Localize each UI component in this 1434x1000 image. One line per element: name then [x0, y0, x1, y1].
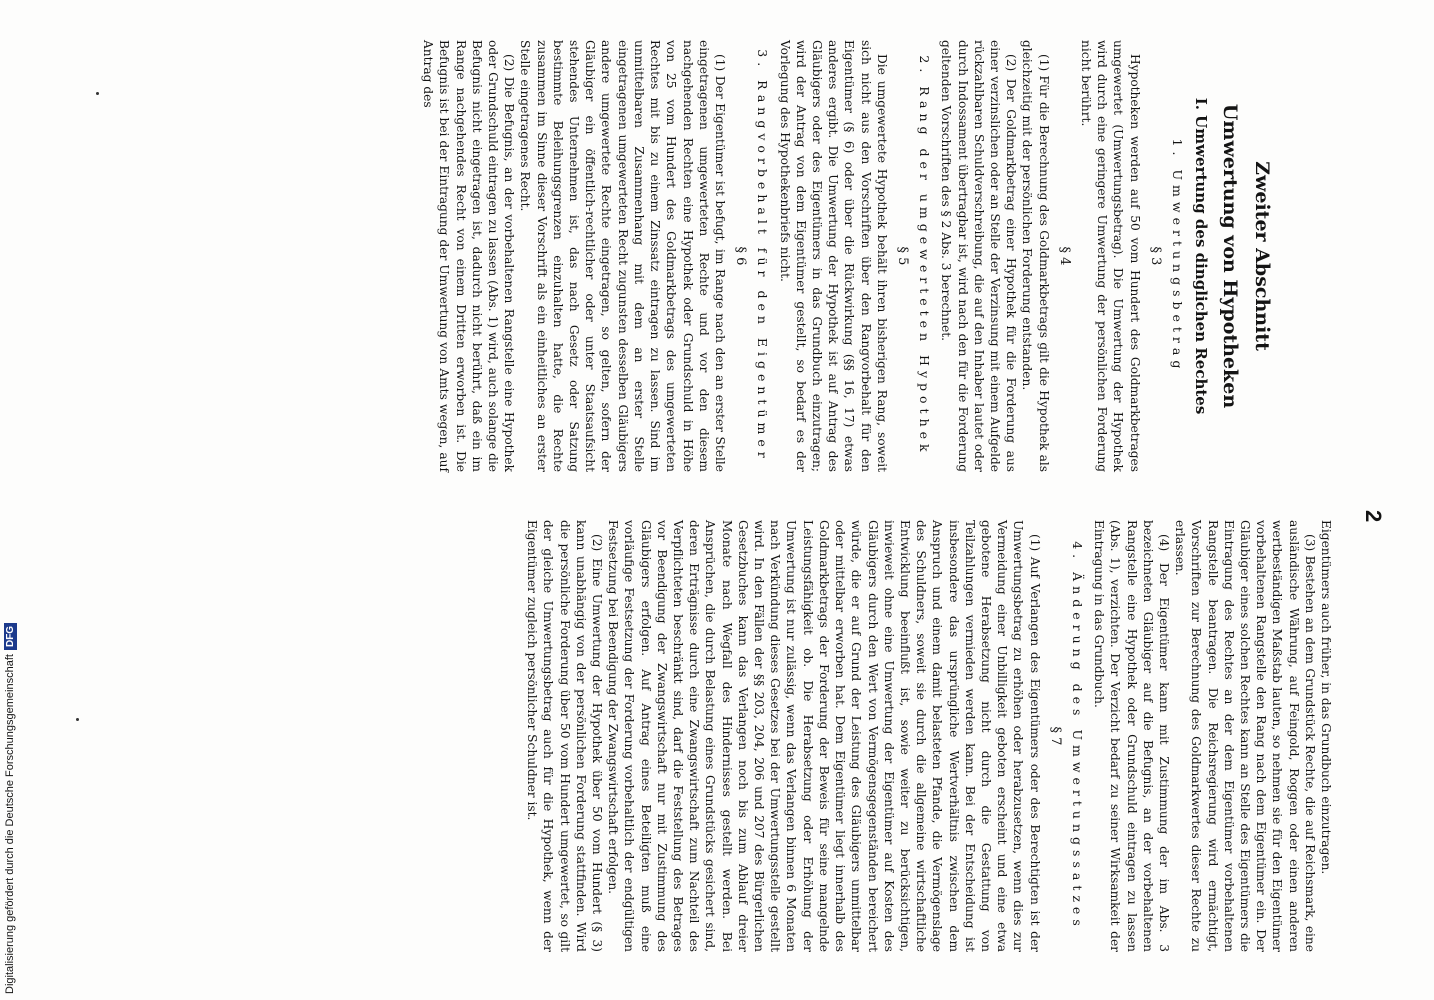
paragraph-6-clause-3: (3) Bestehen an dem Grundstück Rechte, die auf Reichsmark, eine ausländische Währung, auf Feingold, Roggen oder einen anderen wertbeständigen Maßstab lauten, so nehmen sie für den Eigentümer vorbehaltenen Rangstelle den Rang nach dem Eigentümer ein. Der Gläubiger eines solchen Rechtes kann an Stelle des Eigentümers die Eintragung des Rechtes an der dem Eigentümer vorbehaltenen Rangstelle beantragen. Die Reichsregierung wird ermächtigt, Vorschriften zur Berechnung des Goldmarkwertes dieser Rechte zu erlassen.: [1173, 520, 1317, 952]
page-number: 2: [1361, 510, 1386, 523]
scan-speck: [96, 92, 99, 95]
footer-credit: Digitalisierung gefördert durch die Deutsche Forschungsgemeinschaft: [4, 654, 16, 994]
heading-rangvorbehalt: 3. Rangvorbehalt für den Eigentümer: [755, 49, 771, 463]
paragraph-7-clause-1: (1) Auf Verlangen des Eigentümers oder des Berechtigten ist der Umwertungsbetrag zu erhöhen oder herabzusetzen, wenn dies zur Vermeidung einer Unbilligkeit geboten erscheint und eine etwa gebotene Herabsetzung nicht durch die Gestattung von Teilzahlungen vermieden werden kann. Bei der Entscheidung ist insbesondere das ursprüngliche Wertverhältnis zwischen dem Anspruch und einem damit belasteten Pfande, die Vermögenslage des Schuldners, soweit sie durch die allgemeine wirtschaftliche Entwicklung beeinflußt ist, sowie weiter zu berücksichtigen, inwieweit ohne eine Umwertung der Eigentümer auf Kosten des Gläubigers durch den Wert von Vermögensgegenständen bereichert würde, die er auf Grund der Leistung des Gläubigers unmittelbar oder mittelbar erworben hat. Dem Eigentümer liegt innerhalb des Goldmarkbetrags der Forderung der Beweis für seine mangelnde Leistungsfähigkeit ob. Die Herabsetzung oder Erhöhung der Umwertung ist nur zulässig, wenn das Verlangen binnen 6 Monaten nach Verkündung dieses Gesetzes bei der Umwertungsstelle gestellt wird. In den Fällen der §§ 203, 204, 206 und 207 des Bürgerlichen Gesetzbuches kann das Verlangen noch bis zum Ablauf dreier Monate nach Wegfall des Hindernisses gestellt werden. Bei Ansprüchen, die durch Belastung eines Grundstücks gesichert sind, deren Erträgnisse durch eine Zwangswirtschaft zum Nachteil des Verpflichteten beschränkt sind, darf die Feststellung des Betrages vor Beendigung der Zwangswirtschaft nur mit Zustimmung des Gläubigers erfolgen. Auf Antrag eines Beteiligten muß eine vorläufige Festsetzung der Forderung vorbehaltlich der endgültigen Festsetzung bei Beendigung der Zwangswirtschaft erfolgen.: [606, 520, 1042, 952]
paragraph-7-clause-2: (2) Eine Umwertung der Hypothek über 50 vom Hundert (§ 3) kann unabhängig von der persönlichen Forderung stattfinden. Wird die persönliche Forderung über 50 vom Hundert umgewertet, so gilt der gleiche Umwertungsbetrag auch für die Hypothek, wenn der Eigentümer zugleich persönlicher Schuldner ist.: [525, 520, 605, 952]
paragraph-6-clause-1: (1) Der Eigentümer ist befugt, im Range nach den an erster Stelle eingetragenen umgewerteten Rechte und vor den diesem nachgehenden Rechten eine Hypothek oder Grundschuld in Höhe von 25 vom Hundert des Goldmarkbetrags des umgewerteten Rechtes mit bis zu einem Zinssatz eintragen zu lassen. Sind im unmittelbaren Zusammenhang mit dem an erster Stelle eingetragenen umgewerteten Recht zugunsten desselben Gläubigers andere umgewertete Rechte eingetragen, so gelten, sofern der Gläubiger ein öffentlich-rechtlicher oder unter Staatsaufsicht stehendes Unternehmen ist, das nach Gesetz oder Satzung bestimmte Beleihungsgrenzen einzuhalten hatte, die Rechte zusammen im Sinne dieser Vorschrift als ein einheitliches an erster Stelle eingetragenes Recht.: [518, 40, 727, 472]
paragraph-mark-4: § 4: [1056, 246, 1072, 266]
right-column: [524, 520, 1334, 952]
paragraph-6-continuation: Eigentümers auch früher, in das Grundbuch einzutragen.: [1319, 520, 1333, 875]
paragraph-mark-7: § 7: [1047, 726, 1063, 746]
chapter-title: Umwertung von Hypotheken: [1219, 103, 1241, 409]
digitization-footer: [0, 0, 20, 994]
paragraph-4-clause-1: (1) Für die Berechnung des Goldmarkbetrags gilt die Hypothek als gleichzeitig mit der persönlichen Forderung entstanden.: [1020, 40, 1051, 472]
paragraph-6-clause-2: (2) Die Befugnis, an der vorbehaltenen Rangstelle eine Hypothek oder Grundschuld eintragen zu lassen (Abs. 1) wird, auch solange die Befugnis nicht eingetragen ist, dadurch nicht berührt, daß ein im Range nachgehendes Recht von einem Dritten erworben ist. Die Befugnis ist bei der Eintragung der Umwertung von Amts wegen, auf Antrag des: [421, 40, 517, 472]
heading-umwertungsbetrag: 1. Umwertungsbetrag: [1170, 138, 1185, 374]
paragraph-5-text: Die umgewertete Hypothek behält ihren bisherigen Rang, soweit sich nicht aus den Vorschriften über den Rangvorbehalt für den Eigentümer (§ 6) oder über die Rückwirkung (§§ 16, 17) etwas anderes ergibt. Die Umwertung der Hypothek ist auf Antrag des Gläubigers oder des Eigentümers in das Grundbuch einzutragen; wird der Antrag von dem Eigentümer gestellt, so bedarf es der Vorlegung des Hypothekenbriefs nicht.: [777, 40, 889, 472]
paragraph-mark-3: § 3: [1147, 246, 1163, 266]
paragraph-mark-6: § 6: [733, 246, 749, 266]
heading-rang: 2. Rang der umgewerteten Hypothek: [917, 55, 933, 457]
paragraph-mark-5: § 5: [894, 246, 910, 266]
scan-speck: [76, 718, 79, 721]
left-column: [420, 40, 1274, 472]
paragraph-6-clause-4: (4) Der Eigentümer kann mit Zustimmung der im Abs. 3 bezeichneten Gläubiger auf die Befugnis, an der vorbehaltenen Rangstelle eine Hypothek oder Grundschuld eintragen zu lassen (Abs. 1), verzichten. Der Verzicht bedarf zu seiner Wirksamkeit der Eintragung in das Grundbuch.: [1092, 520, 1171, 952]
paragraph-3-text: Hypotheken werden auf 50 vom Hundert des Goldmarkbetrages umgewertet (Umwertungsbetrag). Die Umwertung der Hypothek wird durch eine geringere Umwertung der persönlichen Forderung nicht berührt.: [1078, 40, 1142, 472]
section-title: Zweiter Abschnitt: [1251, 161, 1273, 351]
part-title: I. Umwertung des dinglichen Rechtes: [1192, 97, 1210, 415]
dfg-logo-icon: DFG: [4, 623, 17, 650]
paragraph-4-clause-2: (2) Der Goldmarkbetrag einer Hypothek für die Forderung aus einer verzinslichen oder an Stelle der Verzinsung mit einem Aufgelde rückzahlbaren Schuldverschreibung, die auf den Inhaber lautet oder durch Indossament übertragbar ist, wird nach den für die Forderung geltenden Vorschriften des § 2 Abs. 3 berechnet.: [939, 40, 1019, 472]
heading-aenderung: 4. Änderung des Umwertungssatzes: [1069, 541, 1085, 931]
